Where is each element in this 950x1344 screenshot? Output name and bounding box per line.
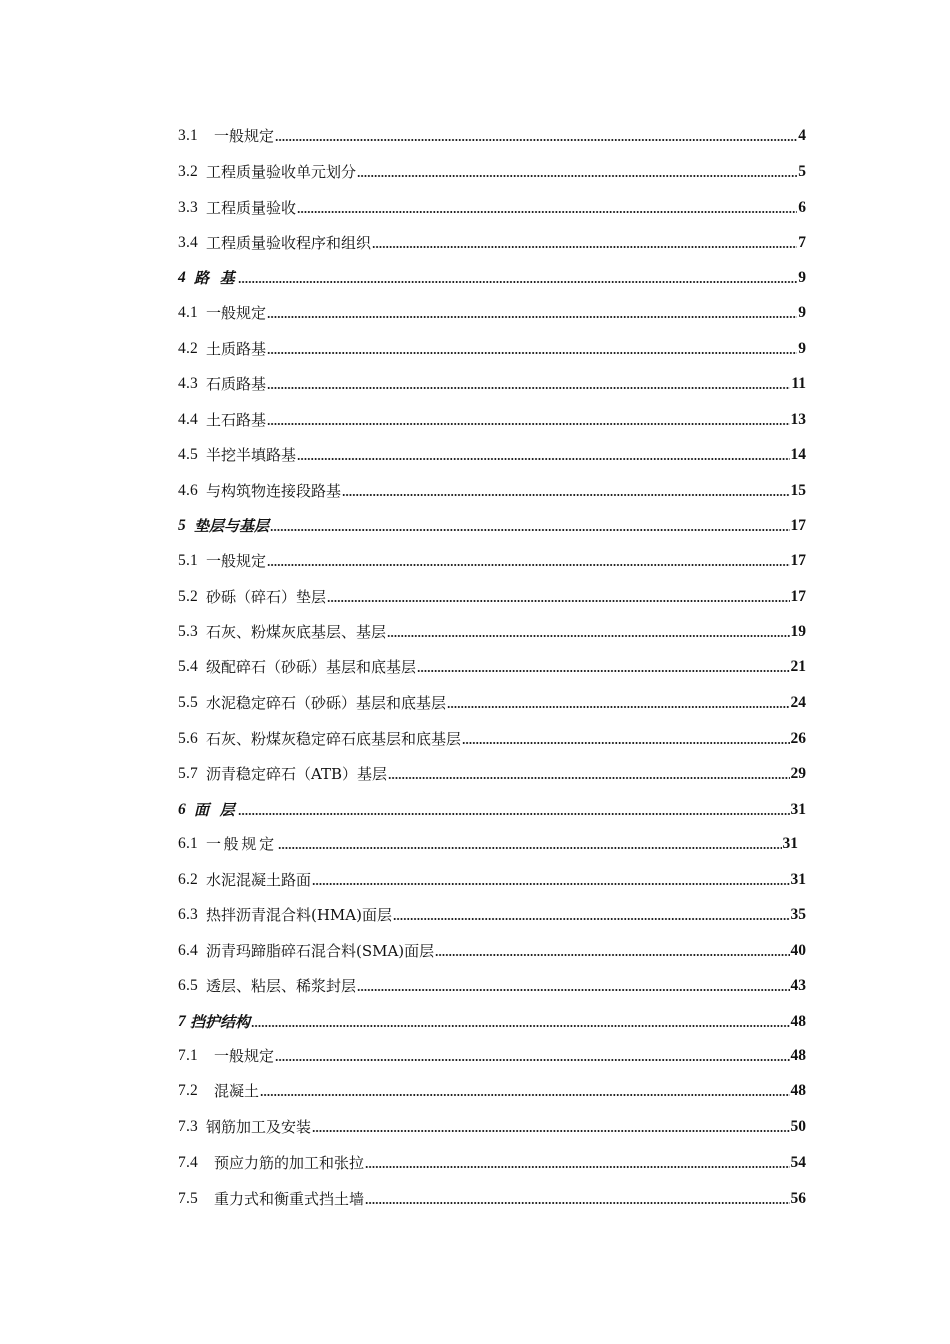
dot-leader [435,954,789,956]
toc-entry-4-1[interactable] [178,299,806,327]
toc-number: 5.3 [178,623,198,640]
dot-leader [267,316,797,318]
dot-leader [417,670,790,672]
toc-entry-3-1[interactable] [178,122,806,150]
dot-leader [267,564,790,566]
toc-page-number: 17 [790,517,806,534]
toc-entry-3-2[interactable] [178,158,806,186]
toc-page-number: 31 [782,835,798,852]
toc-entry-6-2[interactable] [178,866,806,894]
toc-title: 水泥混凝土路面 [205,871,311,889]
toc-entry-4-5[interactable] [178,441,806,469]
toc-title: 石灰、粉煤灰稳定碎石底基层和底基层 [205,730,461,748]
toc-entry-4-2[interactable] [178,335,806,363]
toc-number: 5.5 [178,694,198,711]
toc-page-number: 17 [790,552,806,569]
toc-page-number: 9 [798,304,806,321]
toc-chapter-6[interactable] [178,796,806,824]
toc-page-number: 29 [790,765,806,782]
toc-title: 砂砾（碎石）垫层 [205,588,326,606]
dot-leader [270,529,790,531]
toc-number: 7.2 [178,1082,198,1099]
dot-leader [388,777,789,779]
toc-title: 面 层 [193,801,238,819]
toc-chapter-5[interactable] [178,512,806,540]
dot-leader [251,1025,790,1027]
toc-entry-6-1[interactable] [178,830,798,858]
toc-page-number: 31 [790,801,806,818]
dot-leader [372,246,797,248]
toc-title: 石灰、粉煤灰底基层、基层 [205,623,386,641]
toc-number: 4.2 [178,340,198,357]
toc-page-number: 48 [790,1047,806,1064]
toc-number: 3.2 [178,163,198,180]
toc-title: 透层、粘层、稀浆封层 [205,977,356,995]
toc-page-number: 40 [790,942,806,959]
toc-entry-4-3[interactable] [178,370,806,398]
toc-title: 预应力筋的加工和张拉 [213,1154,364,1172]
dot-leader [312,883,790,885]
dot-leader [278,847,782,849]
toc-page-number: 9 [798,269,806,286]
toc-page-number: 31 [790,871,806,888]
toc-entry-7-1[interactable] [178,1042,806,1070]
toc-title: 与构筑物连接段路基 [205,482,341,500]
dot-leader [365,1202,790,1204]
toc-entry-5-2[interactable] [178,583,806,611]
toc-page-number: 13 [790,411,806,428]
dot-leader [342,494,790,496]
toc-page-number: 7 [798,234,806,251]
toc-title: 工程质量验收 [205,199,296,217]
toc-page-number: 19 [790,623,806,640]
toc-page-number: 50 [790,1118,806,1135]
toc-page-number: 54 [790,1154,806,1171]
toc-entry-3-3[interactable] [178,194,806,222]
toc-page-number: 48 [790,1082,806,1099]
toc-number: 4.1 [178,304,198,321]
toc-page-number: 35 [790,906,806,923]
toc-page-number: 26 [790,730,806,747]
toc-page-number: 5 [798,163,806,180]
toc-title: 水泥稳定碎石（砂砾）基层和底基层 [205,694,446,712]
toc-number: 5 [178,517,186,534]
dot-leader [357,989,790,991]
dot-leader [275,139,797,141]
toc-number: 5.4 [178,658,198,675]
toc-title: 热拌沥青混合料(HMA)面层 [205,906,392,924]
dot-leader [297,458,790,460]
toc-entry-7-2[interactable] [178,1077,806,1105]
toc-number: 3.1 [178,127,198,144]
toc-number: 7.3 [178,1118,198,1135]
dot-leader [238,813,789,815]
dot-leader [267,352,797,354]
toc-entry-5-7[interactable] [178,760,806,788]
dot-leader [275,1059,790,1061]
toc-entry-7-4[interactable] [178,1149,806,1177]
toc-number: 7.5 [178,1190,198,1207]
dot-leader [387,635,790,637]
dot-leader [447,706,790,708]
toc-page-number: 48 [790,1013,806,1030]
toc-number: 5.7 [178,765,198,782]
toc-number: 6.5 [178,977,198,994]
toc-number: 3.4 [178,234,198,251]
toc-entry-7-5[interactable] [178,1185,806,1213]
toc-chapter-4[interactable] [178,264,806,292]
toc-title: 工程质量验收程序和组织 [205,234,371,252]
dot-leader [327,600,790,602]
toc-number: 4 [178,269,186,286]
toc-title: 重力式和衡重式挡土墙 [213,1190,364,1208]
toc-title: 钢筋加工及安装 [205,1118,311,1136]
toc-number: 6.4 [178,942,198,959]
toc-page-number: 11 [791,375,806,392]
toc-title: 一般规定 [213,1047,274,1065]
toc-title: 沥青玛蹄脂碎石混合料(SMA)面层 [205,942,435,960]
toc-page-number: 6 [798,199,806,216]
dot-leader [357,175,797,177]
toc-entry-6-5[interactable] [178,972,806,1000]
toc-title: 一般规定 [205,835,277,853]
toc-page-number: 56 [790,1190,806,1207]
dot-leader [312,1130,790,1132]
toc-number: 6.1 [178,835,198,852]
toc-entry-6-3[interactable] [178,901,806,929]
toc-page-number: 15 [790,482,806,499]
toc-title: 挡护结构 [189,1013,250,1031]
toc-number: 3.3 [178,199,198,216]
dot-leader [393,918,790,920]
toc-number: 6.2 [178,871,198,888]
toc-page-number: 4 [798,127,806,144]
toc-title: 混凝土 [213,1082,259,1100]
dot-leader [238,281,797,283]
toc-number: 7.4 [178,1154,198,1171]
dot-leader [365,1166,790,1168]
toc-page-number: 14 [790,446,806,463]
toc-title: 土质路基 [205,340,266,358]
toc-number: 4.3 [178,375,198,392]
toc-entry-4-6[interactable] [178,477,806,505]
dot-leader [267,387,790,389]
toc-number: 6.3 [178,906,198,923]
toc-number: 7.1 [178,1047,198,1064]
toc-number: 5.1 [178,552,198,569]
dot-leader [267,423,790,425]
toc-page-number: 24 [790,694,806,711]
toc-entry-5-5[interactable] [178,689,806,717]
toc-number: 4.4 [178,411,198,428]
toc-number: 5.2 [178,588,198,605]
toc-entry-6-4[interactable] [178,937,806,965]
toc-title: 土石路基 [205,411,266,429]
toc-entry-3-4[interactable] [178,229,806,257]
toc-entry-5-1[interactable] [178,547,806,575]
toc-title: 垫层与基层 [193,517,269,535]
toc-number: 4.6 [178,482,198,499]
toc-title: 路 基 [193,269,238,287]
toc-entry-7-3[interactable] [178,1113,806,1141]
toc-page-number: 21 [790,658,806,675]
dot-leader [297,211,797,213]
toc-number: 6 [178,801,186,818]
toc-title: 一般规定 [205,552,266,570]
toc-page-number: 43 [790,977,806,994]
toc-title: 一般规定 [205,304,266,322]
toc-title: 沥青稳定碎石（ATB）基层 [205,765,388,783]
toc-number: 5.6 [178,730,198,747]
toc-entry-5-3[interactable] [178,618,806,646]
toc-number: 4.5 [178,446,198,463]
toc-title: 半挖半填路基 [205,446,296,464]
dot-leader [260,1094,790,1096]
toc-title: 一般规定 [213,127,274,145]
toc-title: 石质路基 [205,375,266,393]
toc-entry-4-4[interactable] [178,406,806,434]
toc-entry-5-4[interactable] [178,653,806,681]
toc-title: 级配碎石（砂砾）基层和底基层 [205,658,416,676]
toc-page-number: 17 [790,588,806,605]
toc-entry-5-6[interactable] [178,725,806,753]
toc-chapter-7[interactable] [178,1008,806,1036]
toc-page-number: 9 [798,340,806,357]
toc-number: 7 [178,1013,186,1030]
dot-leader [462,742,790,744]
toc-title: 工程质量验收单元划分 [205,163,356,181]
